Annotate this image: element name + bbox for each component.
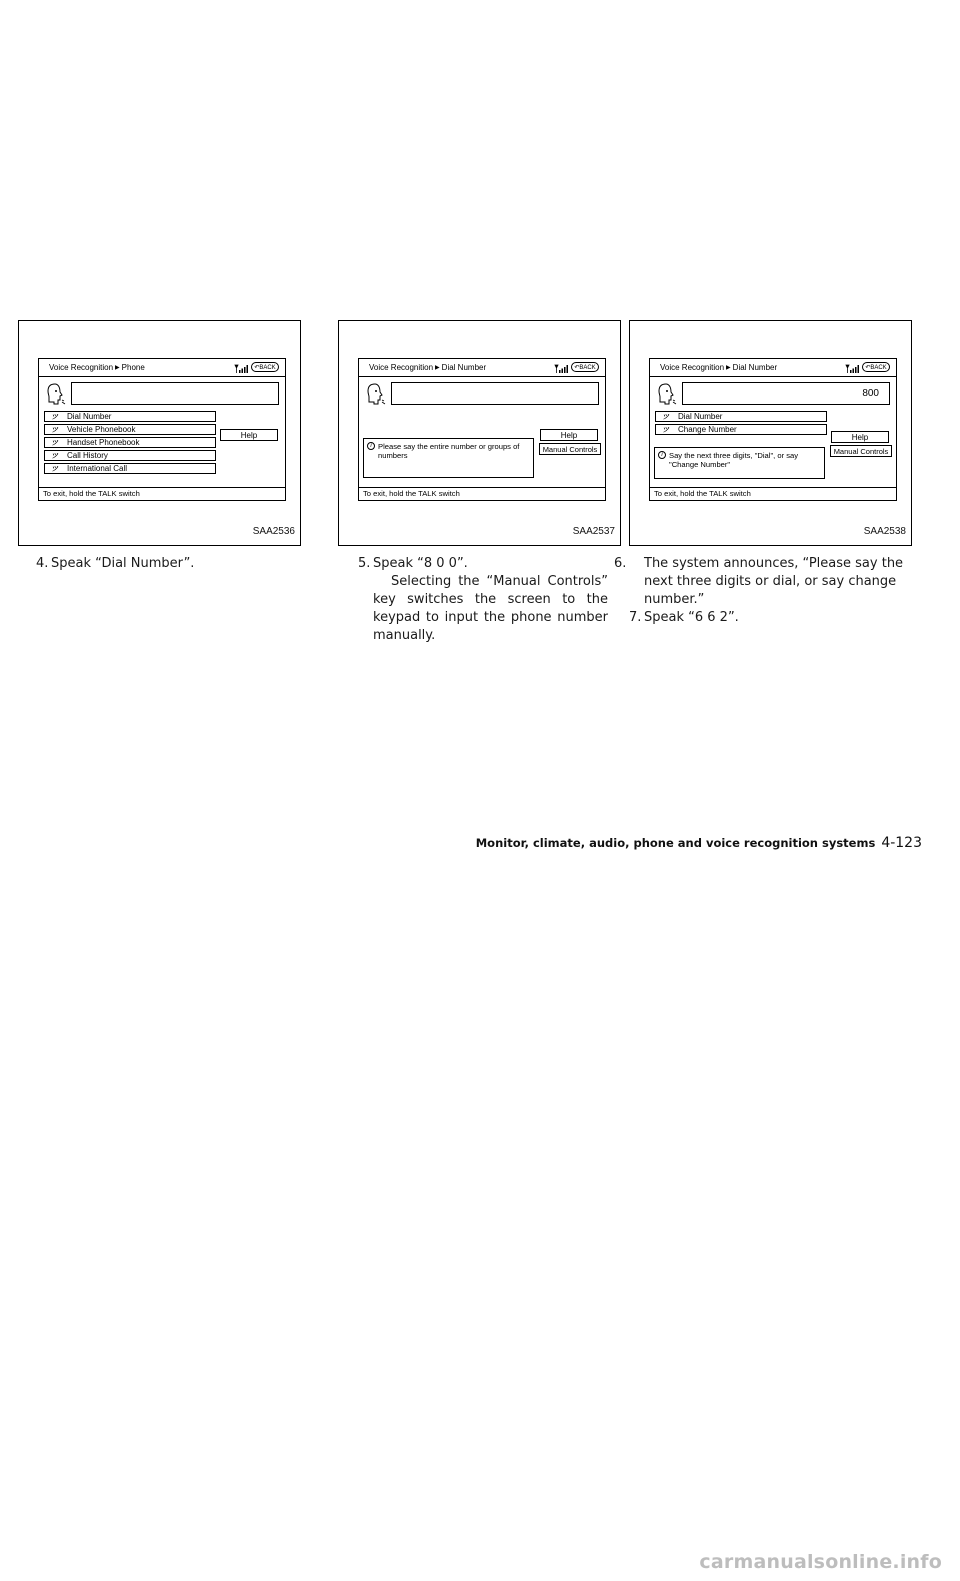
menu-item-international-call[interactable]: ツ International Call [44, 463, 216, 474]
manual-controls-button[interactable]: Manual Controls [830, 445, 892, 457]
figure-saa2537 [338, 320, 621, 546]
column-2-text [358, 555, 608, 645]
voice-command-icon: ツ [662, 427, 669, 434]
breadcrumb [49, 363, 145, 372]
voice-command-icon: ツ [51, 466, 58, 473]
voice-command-icon: ツ [662, 414, 669, 421]
guidance-message: i Say the next three digits, "Dial", or say "Change Number" [654, 447, 825, 479]
number-entry-field [391, 382, 599, 405]
voice-recognition-icon [366, 382, 386, 406]
manual-controls-button[interactable]: Manual Controls [539, 443, 601, 455]
voice-recognition-screen [38, 358, 286, 501]
voice-command-icon: ツ [51, 414, 58, 421]
breadcrumb-arrow-icon: ▶ [435, 365, 440, 371]
breadcrumb-arrow-icon: ▶ [726, 365, 731, 371]
menu-item-change-number[interactable]: ツ Change Number [655, 424, 827, 435]
signal-strength-icon [554, 364, 568, 373]
step-6: 6. The system announces, “Please say the next three digits or dial, or say change number.” [614, 556, 904, 607]
exit-instruction-bar: To exit, hold the TALK switch [650, 487, 896, 500]
step-5-note: Selecting the “Manual Controls” key switches the screen to the keypad to input the phone number manually. [373, 574, 608, 643]
back-button[interactable]: ↶BACK [862, 362, 890, 372]
breadcrumb-current: Phone [121, 363, 145, 372]
voice-recognition-screen [358, 358, 606, 501]
breadcrumb [660, 363, 777, 372]
voice-command-list [44, 411, 216, 476]
voice-command-icon: ツ [51, 440, 58, 447]
exit-instruction-bar: To exit, hold the TALK switch [359, 487, 605, 500]
voice-command-icon: ツ [51, 453, 58, 460]
signal-strength-icon [234, 364, 248, 373]
breadcrumb-root: Voice Recognition [660, 363, 725, 372]
info-icon: i [658, 451, 666, 459]
title-bar [650, 359, 896, 377]
title-bar [39, 359, 285, 377]
breadcrumb-current: Dial Number [732, 363, 778, 372]
voice-command-list [655, 411, 827, 437]
voice-recognition-icon [657, 382, 677, 406]
breadcrumb-current: Dial Number [441, 363, 487, 372]
column-1-text [36, 555, 301, 573]
column-3-text [614, 555, 906, 627]
voice-recognition-screen [649, 358, 897, 501]
figure-code: SAA2537 [572, 526, 615, 537]
back-button[interactable]: ↶BACK [571, 362, 599, 372]
figure-code: SAA2538 [863, 526, 906, 537]
title-bar [359, 359, 605, 377]
breadcrumb-root: Voice Recognition [369, 363, 434, 372]
signal-strength-icon [845, 364, 859, 373]
figure-saa2538 [629, 320, 912, 546]
info-icon: i [367, 442, 375, 450]
section-title: Monitor, climate, audio, phone and voice recognition systems [475, 836, 876, 850]
back-button[interactable]: ↶BACK [251, 362, 279, 372]
step-5: 5. Speak “8 0 0”. [358, 556, 468, 571]
exit-instruction-bar: To exit, hold the TALK switch [39, 487, 285, 500]
step-7: 7. Speak “6 6 2”. [629, 610, 739, 625]
menu-item-dial-number[interactable]: ツ Dial Number [44, 411, 216, 422]
menu-item-call-history[interactable]: ツ Call History [44, 450, 216, 461]
number-entry-field [71, 382, 279, 405]
voice-command-icon: ツ [51, 427, 58, 434]
step-4: 4. Speak “Dial Number”. [36, 556, 195, 571]
breadcrumb-arrow-icon: ▶ [115, 365, 120, 371]
menu-item-dial-number[interactable]: ツ Dial Number [655, 411, 827, 422]
guidance-message: i Please say the entire number or groups of numbers [363, 438, 534, 478]
breadcrumb [369, 363, 486, 372]
help-button[interactable]: Help [540, 429, 598, 441]
voice-recognition-icon [46, 382, 66, 406]
menu-item-vehicle-phonebook[interactable]: ツ Vehicle Phonebook [44, 424, 216, 435]
help-button[interactable]: Help [220, 429, 278, 441]
menu-item-handset-phonebook[interactable]: ツ Handset Phonebook [44, 437, 216, 448]
help-button[interactable]: Help [831, 431, 889, 443]
figure-code: SAA2536 [252, 526, 295, 537]
page-footer [476, 834, 922, 852]
page-number: 4-123 [881, 835, 922, 851]
number-entry-field: 800 [682, 382, 890, 405]
watermark: carmanualsonline.info [699, 1551, 942, 1573]
figure-saa2536 [18, 320, 301, 546]
breadcrumb-root: Voice Recognition [49, 363, 114, 372]
